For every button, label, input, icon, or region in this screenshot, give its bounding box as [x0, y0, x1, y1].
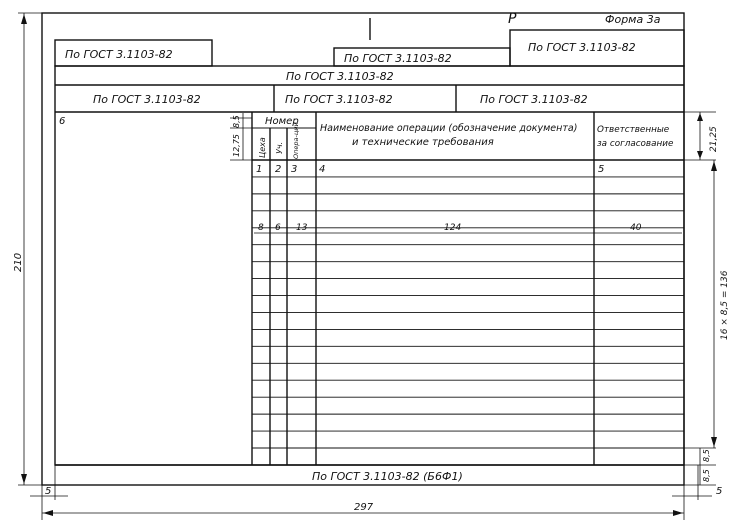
dim-right-rows-arrow-top	[711, 161, 717, 171]
gost-row-label: По ГОСТ 3.1103-82	[286, 70, 394, 83]
dim-left-height: 210	[13, 252, 24, 272]
col-width-1: 8	[258, 223, 264, 233]
dim-left-arrow-bottom	[21, 474, 27, 484]
dim-right-header-arrow-top	[697, 113, 703, 121]
header-otvetstv-1: Ответственные	[597, 125, 670, 135]
dim-bottom-arrow-right	[673, 510, 683, 516]
dim-right-bottom-b: 8,5	[702, 469, 711, 482]
dim-right-rows-arrow-bottom	[711, 437, 717, 447]
header-tsekha: Цеха	[258, 137, 267, 158]
dim-left-arrow-top	[21, 14, 27, 24]
gost-row2-cell3: По ГОСТ 3.1103-82	[480, 93, 588, 106]
dim-right-bottom-a: 8,5	[702, 449, 711, 462]
gost-box-middle-label: По ГОСТ 3.1103-82	[344, 52, 452, 65]
dim-bottom-width: 297	[354, 502, 374, 513]
gost-box-right-label: По ГОСТ 3.1103-82	[528, 41, 636, 54]
table-rows	[55, 177, 684, 465]
col-width-3: 13	[296, 223, 308, 233]
dim-right-header: 21,25	[709, 126, 719, 152]
gost-row2-cell2: По ГОСТ 3.1103-82	[285, 93, 393, 106]
bottom-gost-label: По ГОСТ 3.1103-82 (Б6Ф1)	[312, 470, 463, 483]
header-naimenovanie-1: Наименование операции (обозначение документа)	[320, 123, 578, 134]
dim-bottom-arrow-left	[43, 510, 53, 516]
col-width-5: 40	[630, 223, 642, 233]
gost-row2-cell1: По ГОСТ 3.1103-82	[93, 93, 201, 106]
col-number-5: 5	[598, 164, 605, 175]
header-otvetstv-2: за согласование	[597, 139, 674, 149]
dim-margin-right: 5	[716, 486, 723, 497]
dim-margin-left: 5	[45, 486, 52, 497]
field-6-label: 6	[59, 116, 66, 127]
title-mark: Р	[508, 11, 517, 27]
dim-right-rows: 16 × 8,5 = 136	[720, 270, 730, 340]
header-nomer: Номер	[265, 116, 299, 127]
col-number-1: 1	[256, 164, 263, 175]
header-operatsii: Опера-ции	[292, 122, 300, 159]
col-number-4: 4	[319, 164, 326, 175]
dim-right-header-arrow-bottom	[697, 151, 703, 159]
col-number-3: 3	[291, 164, 298, 175]
col-width-4: 124	[444, 223, 462, 233]
dim-header-h2: 12,75	[232, 134, 241, 157]
header-naimenovanie-2: и технические требования	[352, 137, 494, 148]
col-number-2: 2	[275, 164, 282, 175]
dim-header-h1: 8,5	[232, 115, 241, 128]
form-label: Форма 3а	[605, 13, 661, 26]
col-width-2: 6	[275, 223, 281, 233]
header-uch: Уч.	[275, 141, 284, 154]
gost-box-left-label: По ГОСТ 3.1103-82	[65, 48, 173, 61]
